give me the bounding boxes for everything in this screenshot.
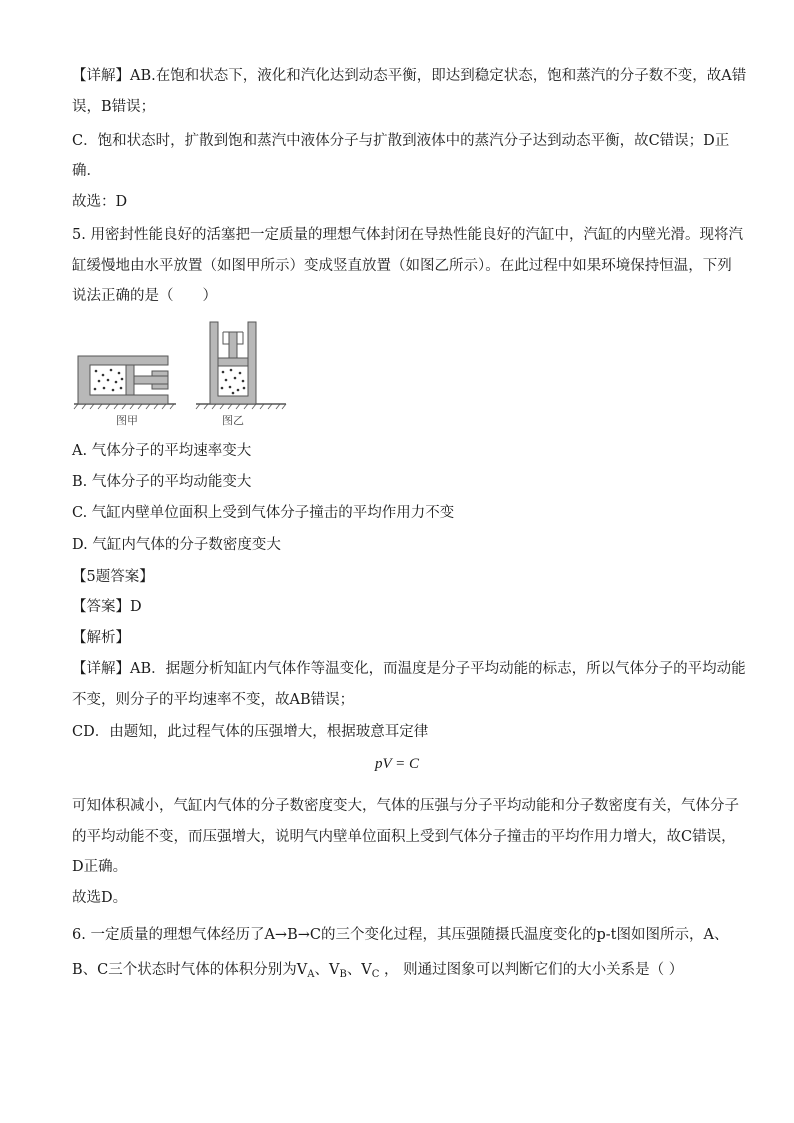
q6-stem-text-b: ， 则通过图象可以判断它们的大小关系是（ ） — [379, 962, 684, 978]
subscript-b: B — [339, 969, 347, 980]
prev-analysis-line-2: 误，B错误； — [72, 99, 156, 115]
q6-stem-text-a: B、C三个状态时气体的体积分别为V — [72, 962, 308, 978]
q5-analysis-line-2: 不变，则分子的平均速率不变，故AB错误； — [72, 692, 355, 708]
q5-choose-line: 故选D。 — [72, 890, 128, 906]
prev-analysis-line-3: C．饱和状态时，扩散到饱和蒸汽中液体分子与扩散到液体中的蒸汽分子达到动态平衡，故C错误；D正 — [72, 133, 730, 149]
q5-analysis-header: 【解析】 — [72, 630, 130, 646]
q5-stem-line-3: 说法正确的是（ ） — [72, 288, 217, 304]
figure-yi — [196, 322, 286, 409]
q5-analysis-line-4: 可知体积减小，气缸内气体的分子数密度变大，气体的压强与分子平均动能和分子数密度有关，气体分子 — [72, 798, 739, 814]
q5-stem-line-2: 缸缓慢地由水平放置（如图甲所示）变成竖直放置（如图乙所示）。在此过程中如果环境保持恒温，下列 — [72, 258, 732, 274]
q5-cylinder-figure — [72, 318, 312, 430]
subscript-c: C — [371, 969, 380, 980]
q5-stem-line-1: 5. 用密封性能良好的活塞把一定质量的理想气体封闭在导热性能良好的汽缸中，汽缸的内壁光滑。现将汽 — [72, 227, 743, 243]
figure-yi-label: 图乙 — [222, 414, 244, 427]
figure-jia-label: 图甲 — [116, 414, 138, 427]
q6-sep-2: 、V — [346, 962, 372, 978]
q5-option-c: C. 气缸内壁单位面积上受到气体分子撞击的平均作用力不变 — [72, 505, 455, 521]
subscript-a: A — [307, 969, 315, 980]
q5-answer: 【答案】D — [72, 599, 142, 615]
q5-analysis-line-6: D正确。 — [72, 859, 128, 875]
q5-option-a: A. 气体分子的平均速率变大 — [72, 443, 252, 459]
q5-analysis-line-3: CD．由题知，此过程气体的压强增大，根据玻意耳定律 — [72, 724, 429, 740]
q5-analysis-line-5: 的平均动能不变，而压强增大，说明气内壁单位面积上受到气体分子撞击的平均作用力增大，故C错误， — [72, 829, 736, 845]
q5-option-d: D. 气缸内气体的分子数密度变大 — [72, 537, 281, 553]
boyle-formula: pV = C — [374, 756, 420, 772]
prev-analysis-line-4: 确． — [72, 163, 101, 179]
q5-answer-header: 【5题答案】 — [72, 569, 154, 585]
prev-analysis-line-1: 【详解】AB.在饱和状态下，液化和汽化达到动态平衡，即达到稳定状态，饱和蒸汽的分子数不变，故A错 — [72, 68, 747, 84]
q6-stem-line-1: 6. 一定质量的理想气体经历了A→B→C的三个变化过程，其压强随摄氏温度变化的p-t图如图所示，A、 — [72, 927, 729, 943]
figure-jia — [74, 356, 176, 409]
q5-analysis-line-1: 【详解】AB．据题分析知缸内气体作等温变化，而温度是分子平均动能的标志，所以气体分子的平均动能 — [72, 661, 746, 677]
prev-choose-line: 故选：D — [72, 194, 128, 210]
q6-sep-1: 、V — [314, 962, 340, 978]
q5-option-b: B. 气体分子的平均动能变大 — [72, 474, 252, 490]
q6-stem-line-2 — [72, 960, 732, 985]
